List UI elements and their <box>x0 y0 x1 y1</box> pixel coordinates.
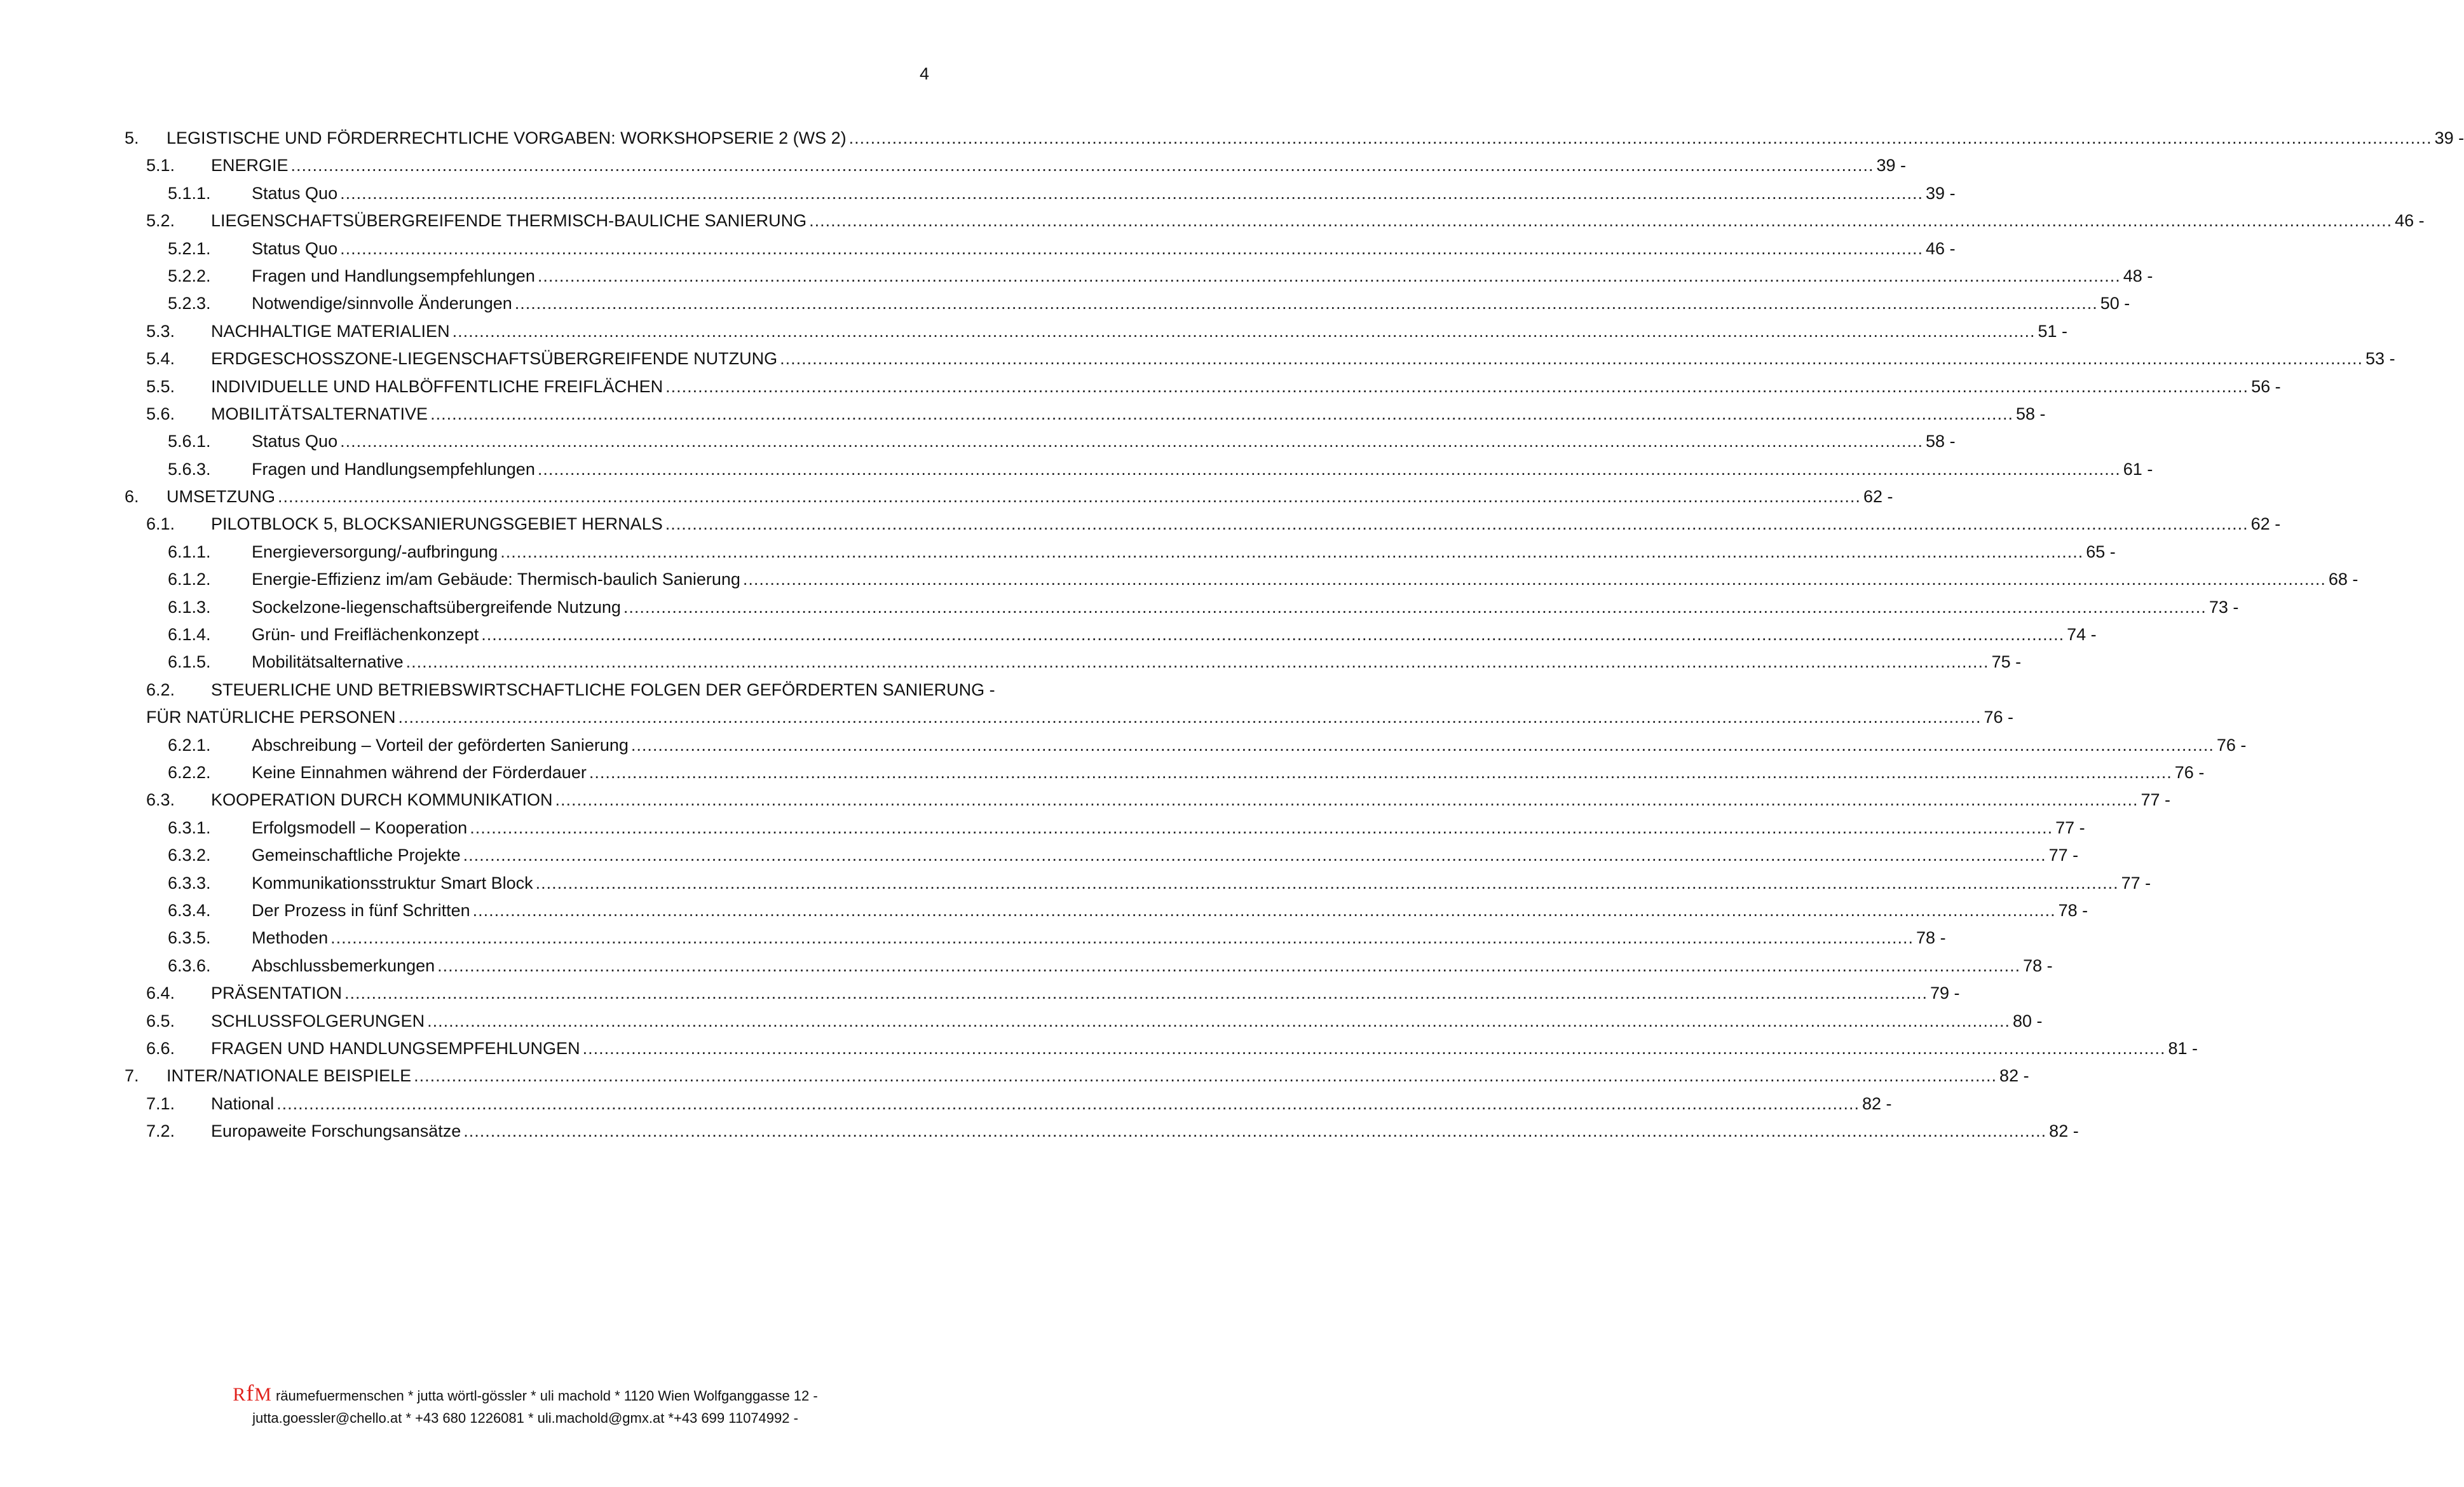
toc-entry-number: 6.1.4. <box>168 625 211 645</box>
toc-entry-page: 77 - <box>2141 790 2170 810</box>
toc-entry-page: 77 - <box>2121 873 2151 893</box>
toc-entry-page: 79 - <box>1930 983 1960 1003</box>
toc-entry[interactable] <box>125 263 2153 290</box>
toc-entry-number: 6.2.2. <box>168 762 211 782</box>
toc-entry-number: 5.6.3. <box>168 459 211 479</box>
toc-entry-title: FRAGEN UND HANDLUNGSEMPFEHLUNGEN <box>211 1038 580 1058</box>
toc-leader-dots <box>538 456 2121 483</box>
toc-entry[interactable] <box>125 566 2358 593</box>
toc-entry-number: 5.2.2. <box>168 266 211 285</box>
toc-entry-number: 7. <box>125 1066 139 1086</box>
toc-entry-page: 76 - <box>1984 708 2014 727</box>
toc-leader-dots <box>500 538 2083 566</box>
toc-entry-title: Gemeinschaftliche Projekte <box>252 846 461 865</box>
toc-entry-page: 39 - <box>1876 156 1906 175</box>
toc-entry-title: Sockelzone-liegenschaftsübergreifende Nutzung <box>252 597 621 617</box>
toc-entry-title: Status Quo <box>252 238 338 258</box>
toc-leader-dots <box>340 428 1923 455</box>
toc-entry-number: 6.3.5. <box>168 928 211 948</box>
toc-entry[interactable] <box>125 538 2116 566</box>
toc-entry-title: Methoden <box>252 928 329 948</box>
toc-leader-dots <box>631 732 2214 759</box>
toc-entry-page: 61 - <box>2123 459 2153 479</box>
toc-entry-page: 56 - <box>2251 376 2281 396</box>
toc-entry-title: MOBILITÄTSALTERNATIVE <box>211 404 428 423</box>
toc-entry-title: ENERGIE <box>211 156 289 175</box>
toc-entry[interactable] <box>125 483 1893 511</box>
toc-leader-dots <box>340 180 1923 207</box>
toc-leader-dots <box>470 814 2053 842</box>
toc-entry-title: Energie-Effizienz im/am Gebäude: Thermisch-baulich Sanierung <box>252 570 740 589</box>
toc-entry-page: 77 - <box>2048 846 2079 865</box>
footer-contact <box>0 1410 1051 1427</box>
toc-entry-page: 53 - <box>2365 349 2395 369</box>
toc-entry-title: Mobilitätsalternative <box>252 652 404 672</box>
toc-entry-title: PILOTBLOCK 5, BLOCKSANIERUNGSGEBIET HERNALS <box>211 514 663 534</box>
toc-entry[interactable] <box>125 456 2153 483</box>
toc-entry-page: 58 - <box>2016 404 2046 423</box>
toc-leader-dots <box>330 924 1914 952</box>
toc-entry-page: 73 - <box>2209 597 2239 617</box>
toc-entry-title: Notwendige/sinnvolle Änderungen <box>252 294 512 313</box>
toc-entry[interactable] <box>125 1090 1892 1118</box>
toc-entry[interactable] <box>125 1062 2029 1090</box>
toc-entry-title: Abschlussbemerkungen <box>252 956 435 975</box>
toc-entry[interactable] <box>125 125 2464 152</box>
toc-entry-title: Fragen und Handlungsempfehlungen <box>252 266 535 285</box>
toc-entry[interactable] <box>125 814 2085 842</box>
toc-leader-dots <box>665 373 2249 401</box>
toc-entry-number: 5.5. <box>146 376 175 396</box>
toc-entry-page: 76 - <box>2216 735 2247 755</box>
toc-entry-page: 65 - <box>2086 542 2116 561</box>
toc-entry[interactable] <box>125 648 2022 676</box>
toc-entry-number: 5.6.1. <box>168 432 211 451</box>
toc-leader-dots <box>538 263 2121 290</box>
toc-entry[interactable] <box>125 428 1956 455</box>
toc-leader-dots <box>809 207 2392 235</box>
toc-entry-number: 5.2.1. <box>168 238 211 258</box>
toc-entry-title: FÜR NATÜRLICHE PERSONEN <box>146 708 396 727</box>
toc-entry[interactable] <box>125 676 995 704</box>
toc-entry-number: 6.3. <box>146 790 175 810</box>
toc-entry-page: 78 - <box>2058 900 2088 920</box>
toc-leader-dots <box>437 952 2020 980</box>
toc-entry-page: 68 - <box>2328 570 2358 589</box>
toc-entry-page: 78 - <box>1916 928 1946 948</box>
table-of-contents <box>125 125 2464 1145</box>
toc-leader-dots <box>589 759 2172 786</box>
toc-entry-title: Der Prozess in fünf Schritten <box>252 900 470 920</box>
toc-entry-number: 6. <box>125 487 139 507</box>
toc-entry-page: 75 - <box>1991 652 2022 672</box>
toc-entry[interactable] <box>125 345 2395 373</box>
toc-entry-title: Erfolgsmodell – Kooperation <box>252 818 468 837</box>
toc-entry-title: Grün- und Freiflächenkonzept <box>252 625 479 645</box>
toc-leader-dots <box>276 1090 1860 1118</box>
toc-entry-number: 6.4. <box>146 983 175 1003</box>
toc-entry-page: 74 - <box>2067 625 2097 645</box>
toc-leader-dots <box>583 1035 2166 1062</box>
toc-entry[interactable] <box>125 732 2247 759</box>
toc-entry-page: 78 - <box>2023 956 2053 975</box>
toc-leader-dots <box>473 897 2056 924</box>
toc-entry-number: 6.3.3. <box>168 873 211 893</box>
toc-entry-title: LEGISTISCHE UND FÖRDERRECHTLICHE VORGABEN: WORKSHOPSERIE 2 (WS 2) <box>167 128 847 147</box>
toc-entry-title: STEUERLICHE UND BETRIEBSWIRTSCHAFTLICHE FOLGEN DER GEFÖRDERTEN SANIERUNG - <box>211 680 995 699</box>
toc-entry-title: NACHHALTIGE MATERIALIEN <box>211 321 450 341</box>
toc-entry-page: 82 - <box>2049 1121 2079 1141</box>
toc-entry-number: 6.6. <box>146 1038 175 1058</box>
toc-entry-page: 48 - <box>2123 266 2153 285</box>
toc-entry-page: 62 - <box>2250 514 2281 534</box>
toc-entry-number: 6.3.4. <box>168 900 211 920</box>
toc-entry-title: ERDGESCHOSSZONE-LIEGENSCHAFTSÜBERGREIFENDE NUTZUNG <box>211 349 778 369</box>
toc-entry-page: 80 - <box>2013 1011 2043 1031</box>
toc-entry-number: 7.2. <box>146 1121 175 1141</box>
toc-entry[interactable] <box>125 152 1906 179</box>
footer-line-2: jutta.goessler@chello.at * +43 680 1226081 * uli.machold@gmx.at *+43 699 11074992 - <box>252 1410 798 1426</box>
toc-entry[interactable] <box>125 842 2079 869</box>
toc-entry-page: 50 - <box>2100 294 2130 313</box>
toc-leader-dots <box>340 235 1923 263</box>
toc-entry-page: 39 - <box>2434 128 2464 147</box>
toc-leader-dots <box>406 648 1989 676</box>
toc-entry-continuation[interactable] <box>125 704 2014 731</box>
toc-entry-title: KOOPERATION DURCH KOMMUNIKATION <box>211 790 553 810</box>
toc-leader-dots <box>463 1118 2046 1145</box>
toc-entry-number: 5.2. <box>146 211 175 231</box>
toc-entry[interactable] <box>125 207 2425 235</box>
toc-entry-page: 46 - <box>1926 238 1956 258</box>
toc-leader-dots <box>344 980 1928 1007</box>
toc-entry[interactable] <box>125 401 2046 428</box>
toc-entry[interactable] <box>125 924 1946 952</box>
toc-entry-title: INTER/NATIONALE BEISPIELE <box>167 1066 412 1086</box>
toc-entry-number: 6.1.5. <box>168 652 211 672</box>
toc-entry[interactable] <box>125 980 1960 1007</box>
toc-entry-number: 5.1.1. <box>168 183 211 203</box>
toc-entry-title: Abschreibung – Vorteil der geförderten Sanierung <box>252 735 629 755</box>
toc-entry-title: Keine Einnahmen während der Förderdauer <box>252 762 587 782</box>
toc-entry-number: 6.3.1. <box>168 818 211 837</box>
toc-entry-number: 6.3.2. <box>168 846 211 865</box>
toc-entry-page: 39 - <box>1926 183 1956 203</box>
toc-leader-dots <box>278 483 1861 511</box>
toc-entry[interactable] <box>125 1118 2079 1145</box>
toc-entry[interactable] <box>125 373 2281 401</box>
toc-entry-title: PRÄSENTATION <box>211 983 343 1003</box>
toc-entry[interactable] <box>125 786 2170 814</box>
toc-entry-number: 5. <box>125 128 139 147</box>
toc-entry-number: 5.1. <box>146 156 175 175</box>
toc-entry[interactable] <box>125 1008 2043 1035</box>
toc-entry-number: 5.3. <box>146 321 175 341</box>
toc-entry-title: Kommunikationsstruktur Smart Block <box>252 873 533 893</box>
toc-leader-dots <box>849 125 2432 152</box>
footer-address <box>0 1380 1051 1406</box>
toc-entry[interactable] <box>125 511 2281 538</box>
toc-entry-page: 58 - <box>1926 432 1956 451</box>
toc-entry-number: 6.1.1. <box>168 542 211 561</box>
toc-entry-number: 6.2.1. <box>168 735 211 755</box>
toc-leader-dots <box>780 345 2363 373</box>
toc-entry-page: 82 - <box>1999 1066 2029 1086</box>
toc-leader-dots <box>414 1062 1997 1090</box>
toc-entry[interactable] <box>125 1035 2198 1062</box>
toc-entry-title: Europaweite Forschungsansätze <box>211 1121 461 1141</box>
footer-line-1: räumefuermenschen * jutta wörtl-gössler * uli machold * 1120 Wien Wolfganggasse 12 - <box>275 1388 818 1404</box>
toc-entry-number: 6.1. <box>146 514 175 534</box>
toc-entry[interactable] <box>125 318 2068 345</box>
toc-entry-title: Energieversorgung/-aufbringung <box>252 542 498 561</box>
toc-leader-dots <box>555 786 2139 814</box>
toc-entry-number: 6.1.3. <box>168 597 211 617</box>
toc-leader-dots <box>291 152 1874 179</box>
toc-entry[interactable] <box>125 897 2088 924</box>
toc-entry-page: 62 - <box>1863 487 1893 507</box>
toc-leader-dots <box>743 566 2326 593</box>
toc-entry-title: Status Quo <box>252 183 338 203</box>
toc-entry-number: 5.2.3. <box>168 294 211 313</box>
toc-leader-dots <box>481 621 2064 648</box>
toc-leader-dots <box>427 1008 2010 1035</box>
toc-entry-number: 6.2. <box>146 680 175 699</box>
toc-leader-dots <box>665 511 2249 538</box>
toc-entry-title: INDIVIDUELLE UND HALBÖFFENTLICHE FREIFLÄCHEN <box>211 376 664 396</box>
toc-entry[interactable] <box>125 621 2097 648</box>
toc-entry-title: LIEGENSCHAFTSÜBERGREIFENDE THERMISCH-BAULICHE SANIERUNG <box>211 211 807 231</box>
toc-entry-number: 5.4. <box>146 349 175 369</box>
toc-entry-number: 6.1.2. <box>168 570 211 589</box>
toc-entry-page: 51 - <box>2038 321 2068 341</box>
page-number: 4 <box>919 64 929 83</box>
toc-entry-page: 76 - <box>2174 762 2205 782</box>
toc-entry-page: 82 - <box>1862 1093 1892 1113</box>
toc-entry-page: 46 - <box>2395 211 2425 231</box>
toc-entry[interactable] <box>125 594 2239 621</box>
toc-entry-title: Fragen und Handlungsempfehlungen <box>252 459 535 479</box>
rfm-logo: RfM <box>233 1380 272 1406</box>
toc-leader-dots <box>453 318 2036 345</box>
toc-leader-dots <box>623 594 2207 621</box>
toc-leader-dots <box>515 290 2098 317</box>
toc-leader-dots <box>398 704 1982 731</box>
toc-leader-dots <box>536 870 2119 897</box>
toc-leader-dots <box>463 842 2046 869</box>
toc-entry-title: SCHLUSSFOLGERUNGEN <box>211 1011 425 1031</box>
toc-entry-title: UMSETZUNG <box>167 487 275 507</box>
toc-entry[interactable] <box>125 870 2151 897</box>
toc-entry-page: 81 - <box>2168 1038 2198 1058</box>
toc-entry-title: National <box>211 1093 275 1113</box>
toc-entry[interactable] <box>125 952 2053 980</box>
toc-entry[interactable] <box>125 759 2205 786</box>
toc-entry-title: Status Quo <box>252 432 338 451</box>
toc-entry-number: 6.3.6. <box>168 956 211 975</box>
toc-entry-number: 5.6. <box>146 404 175 423</box>
toc-entry-page: 77 - <box>2055 818 2085 837</box>
toc-leader-dots <box>430 401 2013 428</box>
toc-entry-number: 7.1. <box>146 1093 175 1113</box>
toc-entry[interactable] <box>125 290 2130 317</box>
toc-entry[interactable] <box>125 235 1956 263</box>
toc-entry[interactable] <box>125 180 1956 207</box>
toc-entry-number: 6.5. <box>146 1011 175 1031</box>
